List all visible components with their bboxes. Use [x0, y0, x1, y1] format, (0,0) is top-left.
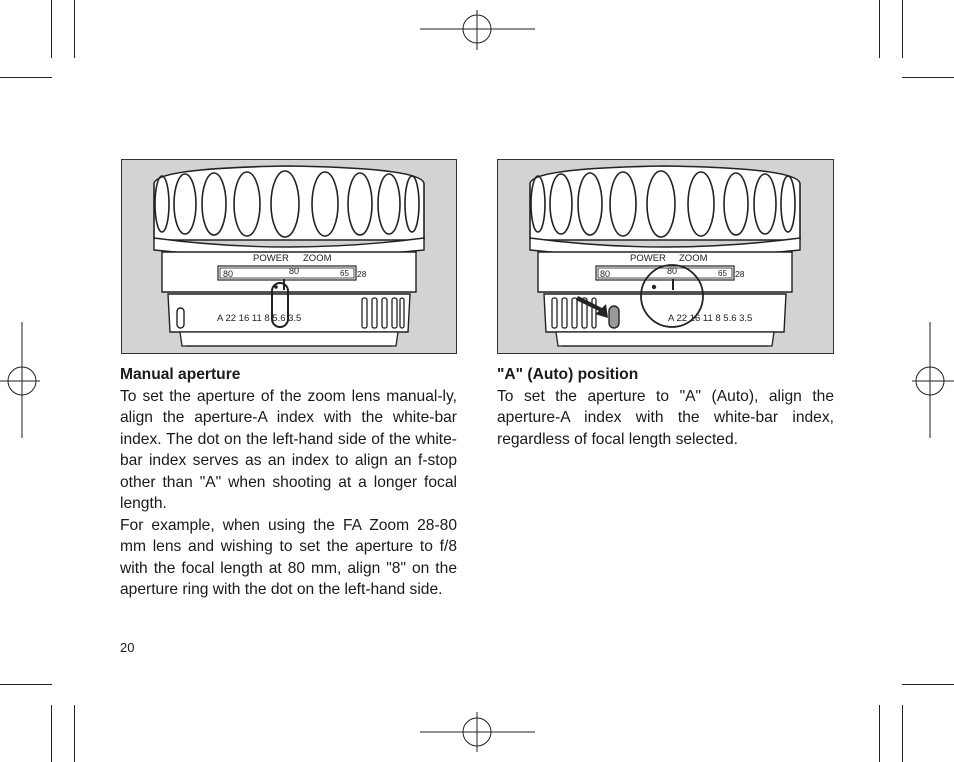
- registration-mark-left: [0, 322, 40, 438]
- focal-80-mid: 80: [667, 266, 678, 276]
- crop-mark: [0, 684, 52, 685]
- lens-illustration-auto: [497, 159, 834, 354]
- crop-mark: [902, 0, 903, 58]
- focal-65: 65: [718, 269, 727, 278]
- auto-position-section: [497, 364, 834, 450]
- registration-mark-right: [912, 322, 954, 438]
- crop-mark: [74, 0, 75, 58]
- section-heading: Manual aperture: [120, 366, 241, 383]
- crop-mark: [879, 0, 880, 58]
- zoom-label: ZOOM: [303, 253, 332, 264]
- focal-80-left: 80: [223, 269, 234, 279]
- lens-illustration-manual: [121, 159, 457, 354]
- crop-mark: [51, 0, 52, 58]
- crop-mark: [902, 684, 954, 685]
- registration-mark-bottom: [420, 712, 535, 752]
- crop-mark: [902, 77, 954, 78]
- registration-mark-top: [420, 10, 535, 50]
- crop-mark: [902, 705, 903, 762]
- lens-drawing: [122, 160, 456, 353]
- crop-mark: [74, 705, 75, 762]
- crop-mark: [0, 77, 52, 78]
- paragraph: To set the aperture of the zoom lens manual-ly, align the aperture-A index with the white-bar index. The dot on the left-hand side of the white-bar index serves as an index to align an f-stop other than "A" when shooting at a longer focal length.: [120, 387, 457, 512]
- manual-aperture-section: [120, 364, 457, 601]
- lens-drawing: [498, 160, 833, 353]
- paragraph: For example, when using the FA Zoom 28-80 mm lens and wishing to set the aperture to f/8 with the focal length at 80 mm, align "8" on the aperture ring with the dot on the left-hand side.: [120, 516, 457, 598]
- focal-28: 28: [357, 269, 367, 279]
- page-number: 20: [120, 640, 135, 655]
- crop-mark: [879, 705, 880, 762]
- focal-28: 28: [735, 269, 745, 279]
- aperture-scale: A 22 16 11 8 5.6 3.5: [668, 313, 753, 324]
- focal-65: 65: [340, 269, 349, 278]
- paragraph: To set the aperture to "A" (Auto), align the aperture-A index with the white-bar index, regardless of focal length selected.: [497, 387, 834, 448]
- crop-mark: [51, 705, 52, 762]
- focal-80-left: 80: [600, 269, 611, 279]
- section-heading: "A" (Auto) position: [497, 366, 639, 383]
- power-label: POWER: [253, 253, 289, 264]
- aperture-scale: A 22 16 11 8 5.6 3.5: [217, 313, 302, 324]
- focal-80-mid: 80: [289, 266, 300, 276]
- zoom-label: ZOOM: [679, 253, 708, 264]
- power-label: POWER: [630, 253, 666, 264]
